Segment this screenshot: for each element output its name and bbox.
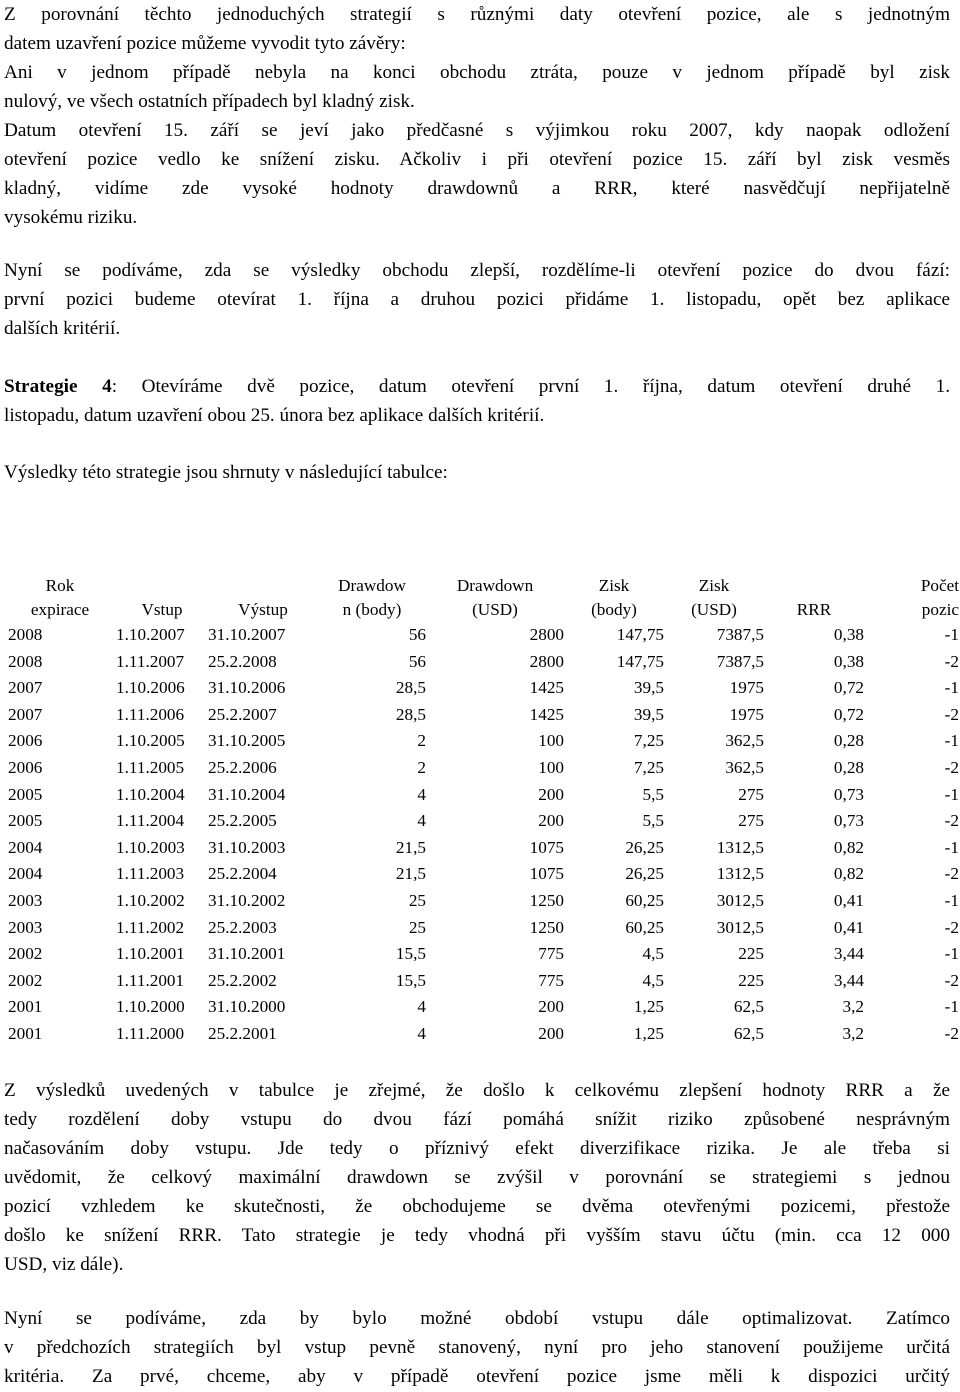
cell-drawdown-points: 2	[417, 757, 426, 777]
cell-rrr: 3,44	[833, 944, 864, 964]
cell-entry: 1.10.2002	[116, 890, 185, 910]
cell-drawdown-points: 4	[417, 784, 426, 804]
cell-drawdown-usd: 200	[538, 1023, 564, 1043]
text-line: tedy rozdělení doby vstupu do dvou fází pomáhá snížit riziko způsobené nesprávným	[4, 1109, 950, 1130]
header-drawdown-usd: Drawdown (USD)	[456, 576, 534, 619]
table-intro	[4, 458, 950, 487]
cell-entry: 1.11.2001	[116, 970, 185, 990]
cell-profit-usd: 225	[738, 944, 764, 964]
strategy-label: Strategie 4	[4, 376, 112, 397]
cell-positions: -2	[944, 1023, 959, 1043]
cell-rrr: 0,73	[833, 784, 864, 804]
cell-positions: -2	[944, 757, 959, 777]
text-line: listopadu, datum uzavření obou 25. února bez aplikace dalších kritérií.	[4, 405, 545, 426]
cell-positions: -1	[944, 944, 959, 964]
cell-drawdown-usd: 1425	[529, 704, 564, 724]
cell-drawdown-usd: 1425	[529, 678, 564, 698]
cell-profit-points: 5,5	[642, 811, 664, 831]
analysis-paragraph	[4, 1076, 950, 1279]
cell-profit-points: 5,5	[642, 784, 664, 804]
cell-entry: 1.11.2000	[116, 1023, 185, 1043]
cell-rrr: 0,72	[833, 678, 864, 698]
cell-entry: 1.10.2000	[116, 997, 185, 1017]
cell-entry: 1.10.2007	[116, 625, 185, 644]
cell-profit-points: 4,5	[642, 970, 664, 990]
cell-drawdown-points: 25	[408, 890, 426, 910]
cell-profit-usd: 362,5	[725, 757, 764, 777]
cell-drawdown-usd: 1250	[529, 890, 564, 910]
cell-exit: 25.2.2001	[208, 1023, 277, 1043]
table-header-row	[4, 572, 959, 622]
cell-entry: 1.10.2006	[116, 678, 185, 698]
cell-profit-usd: 1312,5	[716, 864, 764, 884]
text-line: pozicí vzhledem ke skutečnosti, že obchodujeme se dvěma otevřenými pozicemi, přestože	[4, 1196, 950, 1217]
cell-exit: 25.2.2006	[208, 757, 277, 777]
strategy-text: : Otevíráme dvě pozice, datum otevření první 1. října, datum otevření druhé 1.	[111, 376, 950, 397]
cell-drawdown-usd: 775	[538, 944, 564, 964]
table-row	[4, 702, 959, 729]
cell-profit-points: 7,25	[633, 757, 664, 777]
cell-exit: 31.10.2000	[208, 997, 286, 1017]
cell-entry: 1.10.2003	[116, 837, 185, 857]
cell-drawdown-usd: 200	[538, 784, 564, 804]
text-line: Nyní se podíváme, zda by bylo možné období vstupu dále optimalizovat. Zatímco	[4, 1308, 950, 1329]
text-line: USD, viz dále).	[4, 1254, 124, 1275]
header-year: Rok expirace	[30, 576, 90, 619]
text-line: datem uzavření pozice můžeme vyvodit tyto závěry:	[4, 33, 406, 54]
text-line: dalších kritérií.	[4, 318, 121, 339]
cell-rrr: 3,2	[842, 997, 864, 1017]
phases-paragraph	[4, 256, 950, 343]
cell-year: 2008	[8, 625, 43, 644]
cell-exit: 25.2.2008	[208, 651, 277, 671]
cell-profit-usd: 3012,5	[716, 890, 764, 910]
cell-exit: 25.2.2003	[208, 917, 277, 937]
cell-drawdown-points: 4	[417, 1023, 426, 1043]
cell-entry: 1.11.2006	[116, 704, 185, 724]
cell-profit-points: 60,25	[625, 917, 664, 937]
cell-exit: 25.2.2005	[208, 811, 277, 831]
cell-positions: -1	[944, 625, 959, 644]
table-row	[4, 728, 959, 755]
cell-year: 2005	[8, 811, 43, 831]
cell-drawdown-points: 28,5	[395, 678, 426, 698]
text-line: Datum otevření 15. září se jeví jako předčasné s výjimkou roku 2007, kdy naopak odložení	[4, 120, 950, 141]
cell-profit-points: 7,25	[633, 731, 664, 751]
cell-entry: 1.11.2007	[116, 651, 185, 671]
text-line: nulový, ve všech ostatních případech byl kladný zisk.	[4, 91, 415, 112]
header-profit-usd: Zisk (USD)	[691, 576, 737, 619]
cell-drawdown-points: 15,5	[395, 944, 426, 964]
cell-positions: -1	[944, 784, 959, 804]
cell-year: 2002	[8, 970, 43, 990]
cell-drawdown-points: 25	[408, 917, 426, 937]
cell-rrr: 0,73	[833, 811, 864, 831]
text-line: otevření pozice vedlo ke snížení zisku. Ačkoliv i při otevření pozice 15. září byl zisk vesměs	[4, 149, 950, 170]
cell-exit: 25.2.2002	[208, 970, 277, 990]
cell-positions: -1	[944, 678, 959, 698]
table-row	[4, 888, 959, 915]
text-line: Nyní se podíváme, zda se výsledky obchodu zlepší, rozdělíme-li otevření pozice do dvou fází:	[4, 260, 950, 281]
cell-drawdown-usd: 1075	[529, 837, 564, 857]
cell-rrr: 0,82	[833, 837, 864, 857]
text-line: Z porovnání těchto jednoduchých strategií s různými daty otevření pozice, ale s jednotným	[4, 4, 950, 25]
cell-exit: 31.10.2007	[208, 625, 286, 644]
cell-exit: 31.10.2006	[208, 678, 286, 698]
cell-drawdown-usd: 200	[538, 997, 564, 1017]
header-positions: Počet pozic	[920, 576, 959, 619]
cell-profit-usd: 1975	[729, 704, 764, 724]
cell-exit: 31.10.2004	[208, 784, 286, 804]
cell-profit-usd: 3012,5	[716, 917, 764, 937]
cell-positions: -1	[944, 837, 959, 857]
table-row	[4, 675, 959, 702]
cell-year: 2004	[8, 864, 43, 884]
cell-positions: -2	[944, 811, 959, 831]
table-row	[4, 915, 959, 942]
cell-profit-points: 4,5	[642, 944, 664, 964]
cell-year: 2003	[8, 917, 43, 937]
table-row	[4, 622, 959, 649]
cell-exit: 25.2.2007	[208, 704, 277, 724]
table-row	[4, 861, 959, 888]
cell-exit: 31.10.2005	[208, 731, 286, 751]
cell-year: 2008	[8, 651, 43, 671]
cell-year: 2007	[8, 704, 43, 724]
header-entry: Vstup	[141, 600, 183, 619]
cell-entry: 1.11.2005	[116, 757, 185, 777]
strategy-definition	[4, 372, 950, 430]
cell-positions: -2	[944, 864, 959, 884]
cell-drawdown-usd: 100	[538, 757, 564, 777]
text-line: v předchozích strategiích byl vstup pevně stanovený, nyní pro jeho stanovení použijeme určitá	[4, 1337, 950, 1358]
cell-exit: 31.10.2001	[208, 944, 286, 964]
text-line: Ani v jednom případě nebyla na konci obchodu ztráta, pouze v jednom případě byl zisk	[4, 62, 950, 83]
cell-drawdown-points: 56	[408, 651, 426, 671]
table-row	[4, 808, 959, 835]
cell-rrr: 0,41	[833, 917, 864, 937]
table-row	[4, 941, 959, 968]
cell-positions: -2	[944, 970, 959, 990]
cell-positions: -1	[944, 997, 959, 1017]
cell-year: 2002	[8, 944, 43, 964]
cell-drawdown-usd: 200	[538, 811, 564, 831]
cell-drawdown-usd: 1250	[529, 917, 564, 937]
cell-year: 2001	[8, 997, 43, 1017]
cell-positions: -2	[944, 917, 959, 937]
header-profit-points: Zisk (body)	[591, 576, 637, 619]
cell-profit-points: 26,25	[625, 837, 664, 857]
cell-profit-usd: 1975	[729, 678, 764, 698]
text-line: Výsledky této strategie jsou shrnuty v následující tabulce:	[4, 462, 448, 483]
cell-drawdown-usd: 775	[538, 970, 564, 990]
text-line: načasováním doby vstupu. Jde tedy o příznivý efekt diverzifikace rizika. Je ale třeba si	[4, 1138, 950, 1159]
cell-year: 2003	[8, 890, 43, 910]
cell-drawdown-points: 4	[417, 997, 426, 1017]
cell-drawdown-usd: 1075	[529, 864, 564, 884]
cell-profit-points: 147,75	[616, 625, 664, 644]
cell-entry: 1.10.2005	[116, 731, 185, 751]
cell-profit-usd: 1312,5	[716, 837, 764, 857]
cell-entry: 1.10.2001	[116, 944, 185, 964]
cell-profit-points: 1,25	[633, 997, 664, 1017]
text-line: vysokému riziku.	[4, 207, 138, 228]
cell-exit: 31.10.2003	[208, 837, 286, 857]
cell-entry: 1.11.2003	[116, 864, 185, 884]
cell-drawdown-points: 4	[417, 811, 426, 831]
cell-year: 2004	[8, 837, 43, 857]
cell-positions: -1	[944, 731, 959, 751]
cell-profit-usd: 275	[738, 784, 764, 804]
cell-drawdown-points: 28,5	[395, 704, 426, 724]
cell-rrr: 0,41	[833, 890, 864, 910]
cell-drawdown-usd: 2800	[529, 625, 564, 644]
cell-exit: 25.2.2004	[208, 864, 277, 884]
cell-drawdown-points: 15,5	[395, 970, 426, 990]
header-rrr: RRR	[796, 600, 832, 619]
cell-profit-points: 1,25	[633, 1023, 664, 1043]
cell-positions: -2	[944, 704, 959, 724]
conclusions-paragraph	[4, 0, 950, 232]
cell-profit-points: 147,75	[616, 651, 664, 671]
cell-drawdown-points: 2	[417, 731, 426, 751]
cell-rrr: 0,28	[833, 757, 864, 777]
cell-profit-points: 39,5	[633, 678, 664, 698]
header-drawdown-points: Drawdow n (body)	[338, 576, 406, 619]
cell-exit: 31.10.2002	[208, 890, 286, 910]
cell-positions: -2	[944, 651, 959, 671]
optimization-paragraph	[4, 1304, 950, 1391]
text-line: došlo ke snížení RRR. Tato strategie je tedy vhodná při vyšším stavu účtu (min. cca 12 000	[4, 1225, 950, 1246]
cell-drawdown-points: 21,5	[395, 864, 426, 884]
cell-year: 2001	[8, 1023, 43, 1043]
table-row	[4, 994, 959, 1021]
cell-rrr: 3,2	[842, 1023, 864, 1043]
header-exit: Výstup	[238, 600, 288, 619]
cell-rrr: 0,28	[833, 731, 864, 751]
cell-rrr: 3,44	[833, 970, 864, 990]
cell-drawdown-usd: 2800	[529, 651, 564, 671]
cell-profit-points: 60,25	[625, 890, 664, 910]
cell-entry: 1.10.2004	[116, 784, 185, 804]
cell-profit-usd: 362,5	[725, 731, 764, 751]
cell-year: 2006	[8, 757, 43, 777]
cell-profit-usd: 7387,5	[716, 651, 764, 671]
cell-drawdown-points: 21,5	[395, 837, 426, 857]
cell-profit-points: 39,5	[633, 704, 664, 724]
text-line: kladný, vidíme zde vysoké hodnoty drawdownů a RRR, které nasvědčují nepřijatelně	[4, 178, 950, 199]
table-row	[4, 782, 959, 809]
table-row	[4, 968, 959, 995]
text-line: kritéria. Za prvé, chceme, aby v případě otevření pozice jsme měli k dispozici určitý	[4, 1366, 950, 1387]
cell-drawdown-usd: 100	[538, 731, 564, 751]
results-table	[4, 572, 959, 1048]
text-line: první pozici budeme otevírat 1. října a druhou pozici přidáme 1. listopadu, opět bez aplikace	[4, 289, 950, 310]
cell-profit-usd: 62,5	[733, 1023, 764, 1043]
cell-rrr: 0,38	[833, 651, 864, 671]
cell-entry: 1.11.2004	[116, 811, 185, 831]
cell-profit-usd: 62,5	[733, 997, 764, 1017]
text-line: Z výsledků uvedených v tabulce je zřejmé, že došlo k celkovému zlepšení hodnoty RRR a že	[4, 1080, 950, 1101]
cell-rrr: 0,38	[833, 625, 864, 644]
cell-profit-points: 26,25	[625, 864, 664, 884]
text-line	[4, 372, 950, 401]
text-line: uvědomit, že celkový maximální drawdown se zvýšil v porovnání se strategiemi s jednou	[4, 1167, 950, 1188]
cell-year: 2005	[8, 784, 43, 804]
cell-year: 2006	[8, 731, 43, 751]
table-row	[4, 755, 959, 782]
cell-profit-usd: 275	[738, 811, 764, 831]
table-row	[4, 1021, 959, 1048]
cell-profit-usd: 7387,5	[716, 625, 764, 644]
table-row	[4, 649, 959, 676]
table-row	[4, 835, 959, 862]
cell-year: 2007	[8, 678, 43, 698]
cell-rrr: 0,82	[833, 864, 864, 884]
cell-positions: -1	[944, 890, 959, 910]
cell-profit-usd: 225	[738, 970, 764, 990]
cell-entry: 1.11.2002	[116, 917, 185, 937]
cell-rrr: 0,72	[833, 704, 864, 724]
cell-drawdown-points: 56	[408, 625, 426, 644]
